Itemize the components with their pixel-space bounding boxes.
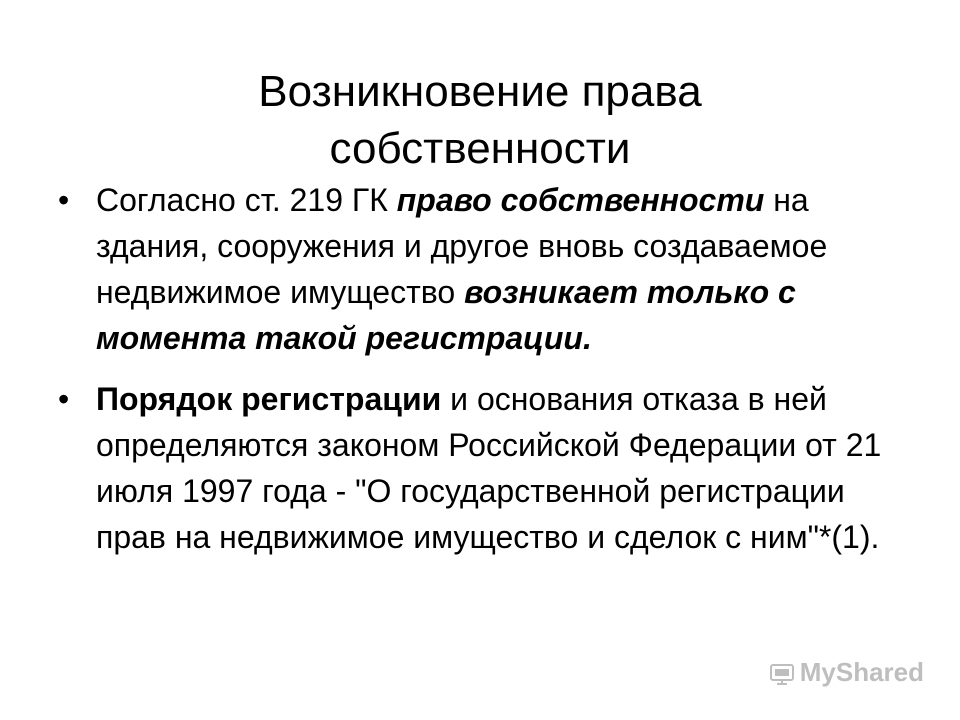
bullet-1-segment-1: Согласно ст. 219 ГК: [96, 182, 397, 218]
bullet-2-segment-2: и основания отказа в ней определяются законом Российской Федерации от 21 июля 1997 года - "О государственной регистрации прав на недвижимое имущество и сделок с ним"*(1).: [96, 381, 882, 555]
slide-title-line-1: Возникновение права: [258, 67, 702, 117]
bullet-text: [96, 376, 908, 560]
bullet-text: [96, 177, 908, 361]
slide-title-line-2: собственности: [329, 124, 631, 174]
bullet-item-1: [58, 177, 908, 361]
projector-icon: [769, 660, 795, 686]
bullet-1-segment-4: возникает только с момента такой регистрации.: [96, 274, 796, 356]
watermark: [769, 657, 924, 688]
watermark-text: MyShared: [799, 657, 924, 687]
bullet-marker: •: [58, 182, 70, 218]
bullet-marker: •: [58, 381, 70, 417]
bullet-2-segment-1: Порядок регистрации: [96, 381, 442, 417]
bullet-list: [58, 177, 908, 575]
bullet-1-segment-2: право собственности: [396, 182, 765, 218]
slide-title: [60, 63, 900, 177]
bullet-item-2: [58, 376, 908, 560]
bullet-1-segment-3: на здания, сооружения и другое вновь создаваемое недвижимое имущество: [96, 182, 828, 310]
